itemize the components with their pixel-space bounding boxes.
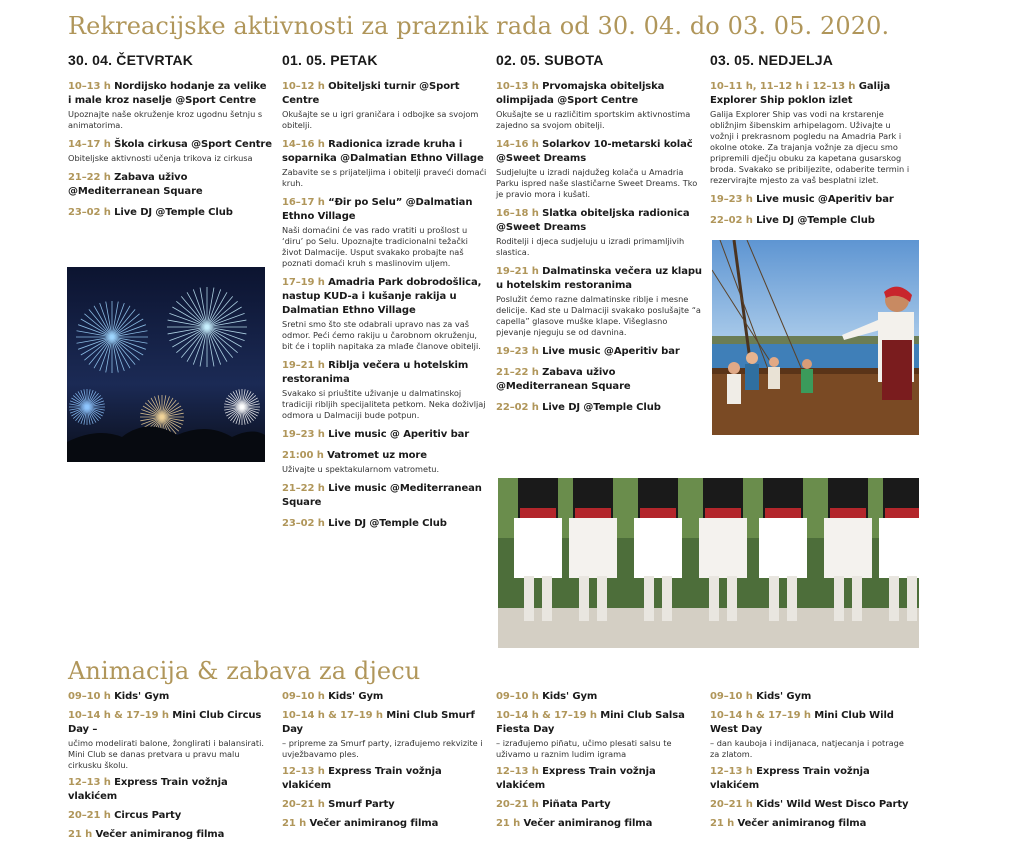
event-time: 21–22 h [282,483,325,494]
event-item [282,80,487,131]
event-title-line [496,709,701,737]
event-time: 09–10 h [282,691,325,702]
event-title: Galija Explorer Ship poklon izlet [710,81,891,106]
event-title-line [282,690,487,704]
event-time: 19–21 h [282,360,325,371]
event-title-line [496,798,701,812]
event-time: 10–14 h & 17–19 h [68,710,169,721]
event-title: Večer animiranog filma [523,818,653,829]
event-item [710,214,910,228]
event-time: 21 h [710,818,735,829]
event-title: Riblja večera u hotelskim restoranima [282,360,469,385]
event-time: 20–21 h [68,810,111,821]
event-item [710,80,910,186]
event-item [282,517,487,531]
event-title-line [282,482,487,510]
event-item [282,482,487,510]
event-title: Obiteljski turnir @Sport Centre [282,81,460,106]
event-title-line [68,171,273,199]
event-title: Express Train vožnja vlakićem [68,777,228,802]
day-column-friday [282,52,487,538]
event-title: Kids' Wild West Disco Party [756,799,909,810]
event-description: Zabavite se s prijateljima i obitelji praveći domaći kruh. [282,167,487,188]
event-item [710,690,910,704]
event-item [282,690,487,704]
event-title: Mini Club Circus Day – [68,710,262,735]
event-time: 12–13 h [496,766,539,777]
event-title-line [282,138,487,166]
event-item [68,828,273,842]
event-title-line [282,196,487,224]
kids-column-2 [282,690,487,836]
event-time: 23–02 h [68,207,111,218]
day-heading: 30. 04. ČETVRTAK [68,52,194,68]
day-heading: 03. 05. NEDJELJA [710,52,834,68]
event-item [710,798,910,812]
event-item [496,138,704,200]
event-description: Okušajte se u različitim sportskim aktivnostima zajedno sa svojom obitelji. [496,109,691,130]
event-title-line [282,517,487,531]
event-item [282,428,487,442]
day-column-sunday [710,52,910,235]
event-time: 23–02 h [282,518,325,529]
event-title: Piñata Party [542,799,611,810]
event-item [68,206,273,220]
event-title-line [496,690,701,704]
event-description: Upoznajte naše okruženje kroz ugodnu šetnju s animatorima. [68,109,263,130]
event-description: Uživajte u spektakularnom vatrometu. [282,464,440,474]
event-title: Live DJ @Temple Club [114,207,233,218]
event-time: 14–16 h [282,139,325,150]
event-time: 21:00 h [282,450,324,461]
event-title-line [282,709,487,737]
event-time: 17–19 h [282,277,325,288]
event-time: 12–13 h [710,766,753,777]
event-title: Kids' Gym [114,691,170,702]
event-time: 19–23 h [710,194,753,205]
event-description: – pripreme za Smurf party, izrađujemo rekvizite i uvježbavamo ples. [282,738,483,759]
event-item [710,709,910,760]
event-description: Sudjelujte u izradi najdužeg kolača u Amadria Parku ispred naše slastičarne Sweet Dreams. Tko je pravio mora i kušati. [496,167,698,199]
event-title-line [496,265,704,293]
event-title: Mini Club Wild West Day [710,710,894,735]
event-description: Sretni smo što ste odabrali upravo nas za vaš odmor. Peći ćemo rakiju u čarobnom okruženju, bit će i toplih napitaka za mlađe članove obitelji. [282,319,481,351]
event-time: 10–14 h & 17–19 h [496,710,597,721]
event-title: Live DJ @Temple Club [542,402,661,413]
event-item [68,138,273,164]
event-time: 12–13 h [282,766,325,777]
event-title-line [496,80,704,108]
event-time: 14–16 h [496,139,539,150]
event-title: Kids' Gym [328,691,384,702]
event-title: Slatka obiteljska radionica @Sweet Dreams [496,208,690,233]
event-title: Večer animiranog filma [95,829,225,840]
event-item [282,449,487,475]
event-title-line [68,690,273,704]
event-item [68,776,273,804]
event-title-line [68,776,273,804]
event-title-line [710,817,910,831]
event-item [710,193,910,207]
kids-column-3 [496,690,701,836]
event-title: Live music @Aperitiv bar [542,346,680,357]
event-time: 10–12 h [282,81,325,92]
event-item [282,709,487,760]
event-title: Express Train vožnja vlakićem [710,766,870,791]
event-title-line [710,709,910,737]
event-title: Express Train vožnja vlakićem [496,766,656,791]
event-description: učimo modelirati balone, žonglirati i balansirati. Mini Club se danas pretvara u pravu malu cirkusku školu. [68,738,265,770]
event-title-line [496,207,704,235]
event-item [282,359,487,421]
event-description: Poslužit ćemo razne dalmatinske riblje i mesne delicije. Kad ste u Dalmaciji svakako poslušajte “a capella” glasove muške klape. Višeglasno pjevanje njeguju se od davnina. [496,294,701,337]
event-item [496,709,701,760]
event-description: Galija Explorer Ship vas vodi na krstarenje obližnjim šibenskim arhipelagom. Uživajte u vožnji i prekrasnom pogledu na Amadria Park i okolne otoke. Za trajanja vožnje za djecu smo pripremili dječju obuku za kapetana gusarskog broda. Svakako se pribiljezite, odaberite termin i rezervirajte mjesto za vaš besplatni izlet. [710,109,910,185]
event-item [282,138,487,189]
event-item [68,709,273,771]
event-title: Mini Club Smurf Day [282,710,475,735]
day-column-saturday [496,52,704,422]
event-time: 21–22 h [68,172,111,183]
event-title: Zabava uživo @Mediterranean Square [68,172,203,197]
event-item [282,196,487,269]
event-title: “Đir po Selu” @Dalmatian Ethno Village [282,197,473,222]
event-description: – dan kauboja i indijanaca, natjecanja i potrage za zlatom. [710,738,904,759]
event-time: 19–23 h [282,429,325,440]
event-title: Live music @ Aperitiv bar [328,429,470,440]
kids-column-4 [710,690,910,836]
event-time: 10–11 h, 11–12 h i 12–13 h [710,81,856,92]
event-time: 09–10 h [68,691,111,702]
event-time: 19–23 h [496,346,539,357]
event-title-line [68,828,273,842]
event-item [496,765,701,793]
event-title: Kids' Gym [756,691,812,702]
event-item [282,798,487,812]
event-title: Smurf Party [328,799,395,810]
event-description: Svakako si priuštite uživanje u dalmatinskoj tradiciji ribljih specijaliteta petkom. Neka doživljaj odmora u Dalmaciji bude potpun. [282,388,486,420]
event-title-line [282,765,487,793]
event-time: 19–21 h [496,266,539,277]
event-title-line [710,798,910,812]
event-item [68,690,273,704]
event-item [710,765,910,793]
event-title-line [496,401,704,415]
event-item [496,690,701,704]
event-item [68,80,273,131]
event-time: 21–22 h [496,367,539,378]
page-title: Rekreacijske aktivnosti za praznik rada od 30. 04. do 03. 05. 2020. [68,12,890,40]
event-title-line [496,817,701,831]
event-title-line [282,449,487,463]
event-item [282,276,487,352]
event-title: Škola cirkusa @Sport Centre [114,139,272,150]
event-title-line [710,765,910,793]
fireworks-photo [67,267,265,462]
event-title-line [282,428,487,442]
event-title: Zabava uživo @Mediterranean Square [496,367,631,392]
event-time: 20–21 h [282,799,325,810]
event-item [68,809,273,823]
event-item [282,765,487,793]
event-title-line [282,359,487,387]
event-time: 21 h [282,818,307,829]
event-time: 10–13 h [68,81,111,92]
event-title: Radionica izrade kruha i soparnika @Dalmatian Ethno Village [282,139,484,164]
event-time: 21 h [68,829,93,840]
folk-dance-photo [498,478,919,648]
event-time: 20–21 h [710,799,753,810]
kids-section-title: Animacija & zabava za djecu [68,657,421,685]
event-title-line [710,690,910,704]
event-item [282,817,487,831]
event-title-line [282,798,487,812]
event-title: Kids' Gym [542,691,598,702]
event-item [496,207,704,258]
event-description: Roditelji i djeca sudjeluju u izradi primamljivih slastica. [496,236,685,257]
event-title-line [710,214,910,228]
event-time: 10–13 h [496,81,539,92]
event-item [496,80,704,131]
event-title: Nordijsko hodanje za velike i male kroz naselje @Sport Centre [68,81,267,106]
event-title-line [710,193,910,207]
event-title-line [282,80,487,108]
event-title-line [68,138,273,152]
event-description: Naši domaćini će vas rado vratiti u prošlost u ‘diru’ po Selu. Upoznajte tradicionalni težački život Dalmacije. Usput svakako probajte naš poznati domaći kruh s maslinovim uljem. [282,225,468,268]
event-title: Vatromet uz more [327,450,427,461]
event-title-line [68,80,273,108]
event-title: Prvomajska obiteljska olimpijada @Sport Centre [496,81,665,106]
event-item [496,817,701,831]
kids-column-1 [68,690,273,847]
event-title-line [282,276,487,318]
event-title-line [68,206,273,220]
event-time: 12–13 h [68,777,111,788]
event-title: Live music @Aperitiv bar [756,194,894,205]
event-title: Amadria Park dobrodošlica, nastup KUD-a i kušanje rakija u Dalmatian Ethno Village [282,277,482,316]
event-title: Circus Party [114,810,182,821]
event-title: Live DJ @Temple Club [328,518,447,529]
event-title: Dalmatinska večera uz klapu u hotelskim restoranima [496,266,702,291]
event-item [496,401,704,415]
event-item [68,171,273,199]
event-title-line [496,366,704,394]
event-description: Obiteljske aktivnosti učenja trikova iz cirkusa [68,153,253,163]
event-title-line [68,809,273,823]
event-item [496,366,704,394]
event-title-line [710,80,910,108]
event-time: 09–10 h [496,691,539,702]
event-title: Solarkov 10-metarski kolač @Sweet Dreams [496,139,693,164]
event-title: Live DJ @Temple Club [756,215,875,226]
event-description: – izrađujemo piñatu, učimo plesati salsu te uživamo u raznim ludim igrama [496,738,672,759]
day-heading: 02. 05. SUBOTA [496,52,604,68]
event-title-line [282,817,487,831]
event-time: 16–18 h [496,208,539,219]
event-title: Express Train vožnja vlakićem [282,766,442,791]
ship-photo [712,240,919,435]
day-column-thursday [68,52,273,227]
day-heading: 01. 05. PETAK [282,52,378,68]
event-description: Okušajte se u igri graničara i odbojke sa svojom obitelji. [282,109,479,130]
event-time: 10–14 h & 17–19 h [282,710,383,721]
event-title-line [68,709,273,737]
event-item [496,345,704,359]
event-time: 10–14 h & 17–19 h [710,710,811,721]
event-time: 09–10 h [710,691,753,702]
event-time: 16–17 h [282,197,325,208]
event-time: 22–02 h [496,402,539,413]
event-item [496,798,701,812]
event-title: Večer animiranog filma [309,818,439,829]
event-title: Mini Club Salsa Fiesta Day [496,710,685,735]
event-time: 22–02 h [710,215,753,226]
event-time: 20–21 h [496,799,539,810]
event-time: 21 h [496,818,521,829]
event-item [710,817,910,831]
event-title-line [496,138,704,166]
event-title-line [496,345,704,359]
event-title: Večer animiranog filma [737,818,867,829]
event-time: 14–17 h [68,139,111,150]
event-item [496,265,704,338]
event-title-line [496,765,701,793]
event-title: Live music @Mediterranean Square [282,483,482,508]
